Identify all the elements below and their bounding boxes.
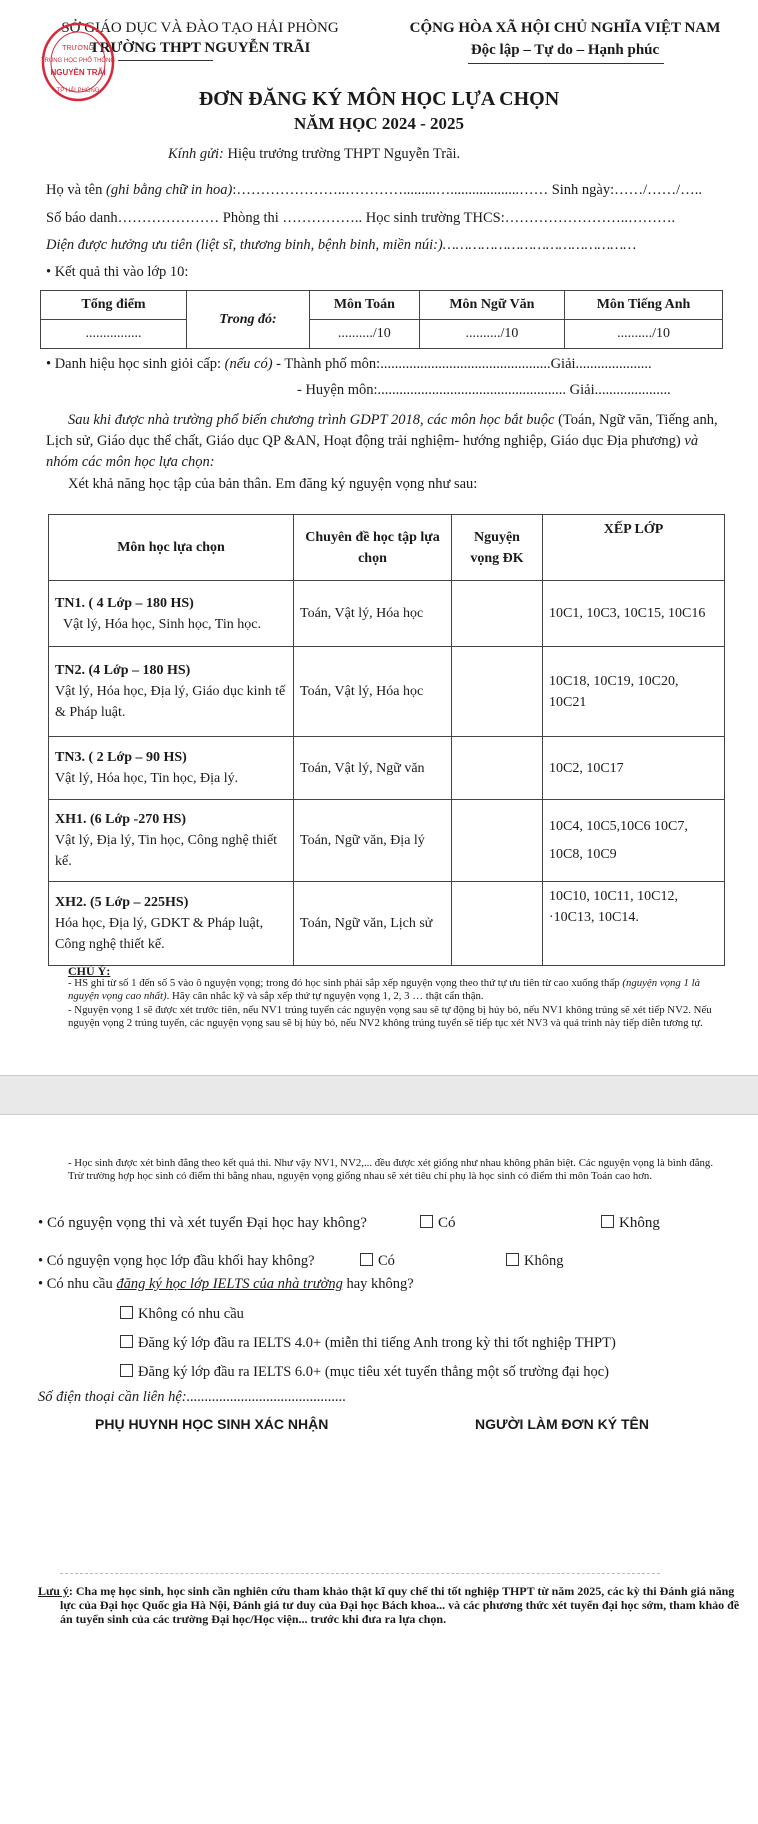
svg-text:TRƯỜNG: TRƯỜNG (62, 45, 94, 52)
svg-text:NGUYỄN TRÃI: NGUYỄN TRÃI (50, 68, 106, 77)
honors-district[interactable]: - Huyện môn:.................................................... Giải..................... (297, 382, 671, 398)
group-name: TN3. ( 2 Lớp – 90 HS) (55, 750, 187, 765)
group-subjects: Vật lý, Hóa học, Địa lý, Giáo dục kinh tế & Pháp luật. (55, 684, 286, 720)
footer-note (38, 1584, 750, 1626)
intro-subjects: (Toán, Ngữ văn, Tiếng anh, Lịch sử, Giáo dục thể chất, Giáo dục QP &AN, Hoạt động trải nghiệm- hướng nghiệp, Giáo dục Địa phương) (46, 412, 718, 449)
table-row (49, 882, 725, 966)
footer-label: Lưu ý (38, 1584, 69, 1598)
header-topics: Chuyên đề học tập lựa chọn (294, 515, 452, 581)
page-separator (0, 1075, 758, 1115)
checkbox-icon[interactable] (120, 1364, 133, 1377)
table-row (49, 581, 725, 647)
country-name: CỘNG HÒA XÃ HỘI CHỦ NGHĨA VIỆT NAM (409, 20, 721, 36)
top-class-no[interactable] (506, 1253, 563, 1270)
math-header: Môn Toán (310, 291, 420, 320)
divider (118, 60, 213, 61)
ielts-q-end: hay không? (342, 1276, 414, 1292)
form-subtitle: NĂM HỌC 2024 - 2025 (294, 114, 464, 133)
group-topics: Toán, Ngữ văn, Lịch sử (294, 882, 452, 966)
group-topics: Toán, Vật lý, Hóa học (294, 647, 452, 737)
english-header: Môn Tiếng Anh (565, 291, 723, 320)
note-1-text: - HS ghi từ số 1 đến số 5 vào ô nguyện vọng; trong đó học sinh phải sắp xếp nguyện vọng theo thứ tự ưu tiên từ cao xuống thấp (68, 977, 623, 989)
group-subjects: Vật lý, Hóa học, Tin học, Địa lý. (55, 771, 239, 786)
group-classes: 10C10, 10C11, 10C12, ·10C13, 10C14. (543, 882, 725, 966)
group-name: XH1. (6 Lớp -270 HS) (55, 812, 187, 827)
group-topics: Toán, Ngữ văn, Địa lý (294, 800, 452, 882)
checkbox-icon[interactable] (506, 1253, 519, 1266)
group-classes: 10C2, 10C17 (543, 737, 725, 800)
group-name: TN1. ( 4 Lớp – 180 HS) (55, 595, 194, 611)
group-name: TN2. (4 Lớp – 180 HS) (55, 663, 191, 678)
option-label: Không có nhu cầu (138, 1306, 244, 1322)
table-row (49, 800, 725, 882)
ielts-q-start: • Có nhu cầu (38, 1276, 117, 1292)
name-input-line[interactable]: :…………………..………….........…...................…… Sinh ngày:……/……/….. (232, 182, 702, 198)
table-row (49, 737, 725, 800)
svg-text:TP HẢI PHÒNG: TP HẢI PHÒNG (56, 88, 100, 94)
header-classes: XẾP LỚP (543, 515, 725, 581)
note-1-end: . Hãy cân nhắc kỹ và sắp xếp thứ tự nguyện vọng 1, 2, 3 … thật cẩn thận. (166, 990, 484, 1002)
checkbox-icon[interactable] (601, 1215, 614, 1228)
svg-text:TRUNG HỌC PHỔ THÔNG: TRUNG HỌC PHỔ THÔNG (40, 58, 116, 64)
note-1 (68, 977, 728, 1003)
total-value[interactable]: ................ (41, 320, 187, 349)
group-name: XH2. (5 Lớp – 225HS) (55, 895, 189, 910)
name-field[interactable] (46, 182, 702, 199)
honors-hint: (nếu có) (224, 356, 273, 372)
option-label: Đăng ký lớp đầu ra IELTS 6.0+ (mục tiêu xét tuyển thẳng một số trường đại học) (138, 1364, 609, 1380)
header-subjects: Môn học lựa chọn (49, 515, 294, 581)
choice-cell[interactable] (452, 647, 543, 737)
top-class-question: • Có nguyện vọng học lớp đầu khối hay không? (38, 1253, 315, 1269)
intro-paragraph (46, 410, 726, 473)
notes-title: CHÚ Ý: (68, 964, 111, 978)
priority-field[interactable]: Diện được hưởng ưu tiên (liệt sĩ, thương binh, bệnh binh, miền núi:)……………………………………… (46, 237, 637, 253)
honors-city-line[interactable]: - Thành phố môn:...............................................Giải..................... (272, 356, 652, 372)
choice-cell[interactable] (452, 737, 543, 800)
group-subjects: Hóa học, Địa lý, GDKT & Pháp luật, Công nghệ thiết kế. (55, 916, 264, 952)
motto: Độc lập – Tự do – Hạnh phúc (470, 42, 660, 58)
form-title: ĐƠN ĐĂNG KÝ MÔN HỌC LỰA CHỌN (198, 88, 560, 110)
parent-signature-label: PHỤ HUYNH HỌC SINH XÁC NHẬN (95, 1416, 329, 1432)
group-classes: 10C1, 10C3, 10C15, 10C16 (543, 581, 725, 647)
group-topics: Toán, Vật lý, Ngữ văn (294, 737, 452, 800)
literature-score[interactable]: ........../10 (419, 320, 564, 349)
school-name: TRƯỜNG THPT NGUYỄN TRÃI (89, 40, 311, 56)
name-label: Họ và tên (46, 182, 106, 198)
greeting-label: Kính gửi: (168, 146, 224, 162)
total-header: Tổng điểm (41, 291, 187, 320)
ielts-option-6[interactable] (120, 1364, 609, 1381)
intro-italic-end: và nhóm các môn học lựa chọn: (46, 433, 699, 470)
yes-label: Có (438, 1215, 456, 1231)
top-class-yes[interactable] (360, 1253, 395, 1270)
of-which-label: Trong đó: (187, 291, 310, 349)
choice-cell[interactable] (452, 581, 543, 647)
greeting (168, 146, 460, 163)
note-3: - Học sinh được xét bình đẳng theo kết quả thi. Như vậy NV1, NV2,... đều được xét giống như nhau không phân biệt. Các nguyện vọng là bình đẳng. Trừ trường hợp học sinh có điểm thi bằng nhau, nguyện vọng giống nhau sẽ xét tiêu chí phụ là học sinh có điểm thi môn Toán cao hơn. (68, 1157, 714, 1182)
divider (60, 1573, 660, 1574)
yes-label: Có (378, 1253, 395, 1269)
literature-header: Môn Ngữ Văn (419, 291, 564, 320)
checkbox-icon[interactable] (120, 1335, 133, 1348)
ielts-option-4[interactable] (120, 1335, 616, 1352)
result-label: • Kết quả thi vào lớp 10: (46, 264, 189, 280)
honors-city[interactable] (46, 356, 652, 373)
table-row (49, 647, 725, 737)
choice-cell[interactable] (452, 800, 543, 882)
group-topics: Toán, Vật lý, Hóa học (294, 581, 452, 647)
math-score[interactable]: ........../10 (310, 320, 420, 349)
english-score[interactable]: ........../10 (565, 320, 723, 349)
university-yes[interactable] (420, 1215, 456, 1232)
note-1-italic: (nguyện vọng 1 là nguyện vọng cao nhất) (68, 977, 700, 1002)
header-choice: Nguyện vọng ĐK (452, 515, 543, 581)
checkbox-icon[interactable] (120, 1306, 133, 1319)
consider-text: Xét khả năng học tập của bản thân. Em đăng ký nguyện vọng như sau: (68, 476, 478, 492)
score-table (40, 290, 723, 349)
phone-field[interactable]: Số điện thoại cần liên hệ:............................................ (38, 1389, 347, 1405)
no-label: Không (619, 1215, 660, 1231)
option-label: Đăng ký lớp đầu ra IELTS 4.0+ (miễn thi tiếng Anh trong kỳ thi tốt nghiệp THPT) (138, 1335, 616, 1351)
ielts-q-emphasis: đăng ký học lớp IELTS của nhà trường (116, 1276, 343, 1292)
subject-choice-table (48, 514, 725, 966)
group-classes: 10C4, 10C5,10C6 10C7, 10C8, 10C9 (543, 800, 725, 882)
department-name: SỞ GIÁO DỤC VÀ ĐÀO TẠO HẢI PHÒNG (61, 20, 339, 36)
group-classes: 10C18, 10C19, 10C20, 10C21 (543, 647, 725, 737)
divider (468, 63, 664, 64)
exam-info-field[interactable]: Số báo danh………………… Phòng thi …………….. Học sinh trường THCS:……………………..………. (46, 210, 676, 226)
group-subjects: Vật lý, Địa lý, Tin học, Công nghệ thiết kế. (55, 833, 278, 869)
ielts-question (38, 1276, 414, 1293)
checkbox-icon[interactable] (360, 1253, 373, 1266)
honors-label: • Danh hiệu học sinh giỏi cấp: (46, 356, 225, 372)
choice-cell[interactable] (452, 882, 543, 966)
intro-italic: Sau khi được nhà trường phổ biến chương trình GDPT 2018, các môn học bắt buộc (68, 412, 555, 428)
note-2: - Nguyện vọng 1 sẽ được xét trước tiên, nếu NV1 trúng tuyển các nguyện vọng sau sẽ tự động bị hủy bỏ, nếu NV1 không trúng sẽ xét tiếp NV2. Nếu nguyện vọng 2 trúng tuyển, các nguyện vọng sau sẽ bị hủy bỏ, nếu NV2 không trúng tuyển sẽ tiếp tục xét NV3 và quá trình này tiếp diễn tương tự. (68, 1004, 712, 1029)
checkbox-icon[interactable] (420, 1215, 433, 1228)
no-label: Không (524, 1253, 564, 1269)
ielts-option-none[interactable] (120, 1306, 244, 1323)
applicant-signature-label: NGƯỜI LÀM ĐƠN KÝ TÊN (475, 1416, 649, 1432)
footer-text: : Cha mẹ học sinh, học sinh cần nghiên cứu tham khảo thật kĩ quy chế thi tốt nghiệp THPT từ năm 2025, các kỳ thi Đánh giá năng lực của Đại học Quốc gia Hà Nội, Đánh giá tư duy của Đại học Bách khoa... và các phương thức xét tuyển đại học sớm, tham khảo đề án tuyển sinh của các trường Đại học/Học viện... trước khi đưa ra lựa chọn. (60, 1584, 740, 1626)
university-no[interactable] (601, 1215, 660, 1232)
name-hint: (ghi bằng chữ in hoa) (106, 182, 233, 198)
greeting-text: Hiệu trưởng trường THPT Nguyễn Trãi. (223, 146, 461, 162)
university-question: • Có nguyện vọng thi và xét tuyển Đại học hay không? (38, 1215, 367, 1231)
group-subjects: Vật lý, Hóa học, Sinh học, Tin học. (63, 616, 261, 632)
